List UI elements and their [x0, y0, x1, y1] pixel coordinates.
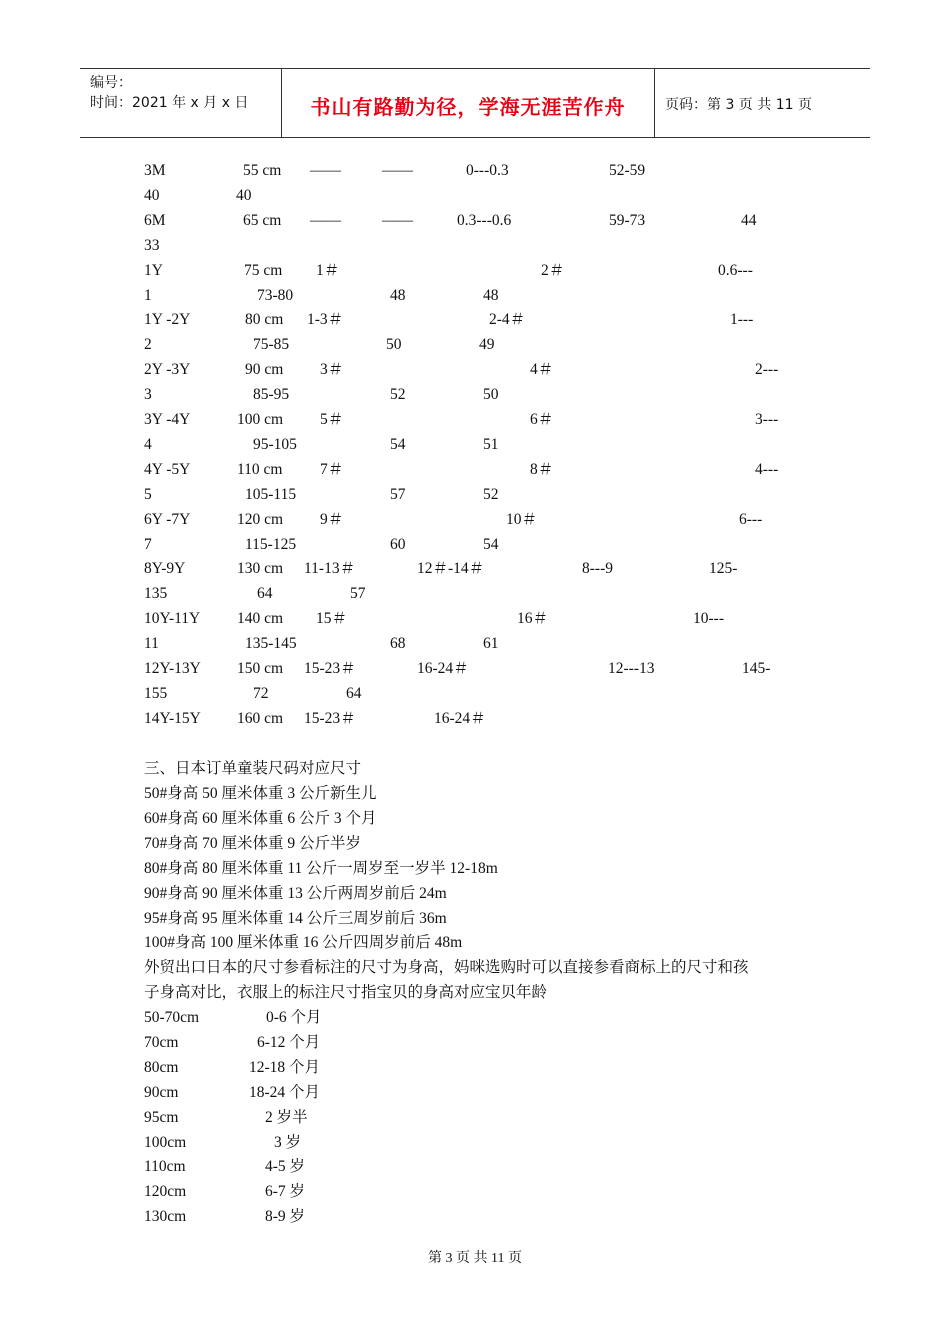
table-cell: 4＃ — [530, 361, 554, 379]
header-motto-cell — [282, 69, 655, 137]
table-cell: 75 cm — [244, 261, 283, 279]
table-cell: 52 — [483, 485, 499, 503]
page-header — [80, 68, 870, 138]
table-cell: 7＃ — [320, 460, 344, 478]
age-value: 12-18 个月 — [249, 1058, 321, 1076]
table-cell: 3＃ — [320, 361, 344, 379]
height-value: 130cm — [144, 1208, 187, 1226]
table-cell: 0---0.3 — [466, 162, 509, 179]
table-cell: 7 — [144, 535, 152, 553]
age-value: 4-5 岁 — [265, 1158, 306, 1176]
age-value: 6-7 岁 — [265, 1183, 306, 1201]
table-cell: 2-4＃ — [489, 311, 526, 329]
table-cell: 1--- — [730, 311, 754, 329]
table-cell: 1＃ — [316, 261, 340, 279]
table-cell: 15-23＃ — [304, 709, 356, 727]
description-line: 70#身高 70 厘米体重 9 公斤半岁 — [144, 834, 362, 852]
table-cell: —— — [382, 211, 413, 229]
table-cell: 120 cm — [237, 510, 284, 528]
height-value: 100cm — [144, 1133, 187, 1151]
table-cell: 115-125 — [245, 535, 297, 553]
table-cell: 51 — [483, 435, 499, 453]
table-cell: 64 — [346, 684, 362, 702]
table-cell: 50 — [483, 386, 499, 404]
table-cell: 72 — [253, 684, 269, 702]
table-cell: 0.6--- — [718, 261, 753, 279]
age-value: 0-6 个月 — [266, 1009, 322, 1026]
table-cell: 8＃ — [530, 460, 554, 478]
section-title: 三、日本订单童装尺码对应尺寸 — [144, 760, 362, 777]
height-value: 120cm — [144, 1183, 187, 1201]
table-cell: 4--- — [755, 460, 779, 478]
table-cell: 135 — [144, 585, 168, 603]
header-page-number: 页码：第 3 页 共 11 页 — [665, 97, 812, 113]
table-cell: 135-145 — [245, 635, 297, 653]
table-cell: 5＃ — [320, 411, 344, 428]
table-cell: 16-24＃ — [417, 660, 469, 677]
table-cell: 54 — [483, 535, 499, 553]
header-info-cell — [80, 69, 282, 137]
height-value: 80cm — [144, 1058, 179, 1076]
description-line: 60#身高 60 厘米体重 6 公斤 3 个月 — [144, 809, 377, 827]
table-cell: 5 — [144, 485, 152, 503]
table-cell: 73-80 — [257, 286, 294, 304]
table-cell: 44 — [741, 211, 757, 229]
table-cell: 33 — [144, 236, 160, 254]
table-cell: 65 cm — [243, 211, 282, 229]
table-cell: 57 — [390, 485, 406, 503]
table-cell: 0.3---0.6 — [457, 211, 512, 229]
table-cell: 8---9 — [582, 560, 613, 578]
header-page-cell — [655, 69, 870, 137]
table-cell: 130 cm — [237, 560, 284, 578]
table-cell: 12＃-14＃ — [417, 560, 485, 578]
age-value: 6-12 个月 — [257, 1033, 321, 1051]
table-cell: 16-24＃ — [434, 709, 486, 727]
table-cell: 57 — [350, 585, 366, 603]
table-cell: 2Y -3Y — [144, 361, 191, 379]
table-cell: 1Y -2Y — [144, 311, 191, 329]
table-cell: 11-13＃ — [304, 560, 356, 578]
table-cell: 40 — [236, 186, 252, 204]
table-cell: 3 — [144, 386, 152, 404]
description-line: 90#身高 90 厘米体重 13 公斤两周岁前后 24m — [144, 884, 447, 902]
table-cell: 60 — [390, 535, 406, 553]
table-cell: 145- — [742, 660, 771, 677]
table-cell: 100 cm — [237, 411, 284, 428]
table-cell: 61 — [483, 635, 499, 653]
table-cell: 14Y-15Y — [144, 709, 201, 727]
table-cell: 54 — [390, 435, 406, 453]
table-cell: 75-85 — [253, 336, 290, 354]
table-cell: 8Y-9Y — [144, 560, 186, 578]
description-line: 95#身高 95 厘米体重 14 公斤三周岁前后 36m — [144, 909, 447, 927]
age-value: 3 岁 — [274, 1133, 302, 1151]
table-cell: 4Y -5Y — [144, 460, 191, 478]
height-value: 70cm — [144, 1033, 179, 1051]
table-cell: 11 — [144, 635, 159, 653]
table-cell: 80 cm — [245, 311, 284, 329]
table-cell: —— — [310, 211, 341, 229]
document-number-label: 编号： — [90, 75, 132, 91]
table-cell: 52 — [390, 386, 406, 404]
table-cell: 10--- — [693, 610, 724, 628]
table-cell: 155 — [144, 684, 168, 702]
table-cell: 10Y-11Y — [144, 610, 201, 628]
description-line: 100#身高 100 厘米体重 16 公斤四周岁前后 48m — [144, 934, 463, 952]
table-cell: 12---13 — [608, 660, 655, 677]
table-cell: 2--- — [755, 361, 779, 379]
age-value: 18-24 个月 — [249, 1083, 321, 1101]
table-cell: 50 — [386, 336, 402, 354]
table-cell: 160 cm — [237, 709, 284, 727]
table-cell: 140 cm — [237, 610, 284, 628]
description-line: 外贸出口日本的尺寸参看标注的尺寸为身高，妈咪选购时可以直接参看商标上的尺寸和孩 — [144, 959, 749, 977]
table-cell: 3Y -4Y — [144, 411, 191, 428]
table-cell: 6M — [144, 211, 166, 229]
age-value: 2 岁半 — [265, 1108, 308, 1126]
table-cell: 150 cm — [237, 660, 284, 677]
table-cell: 48 — [390, 286, 406, 304]
table-cell: 4 — [144, 435, 152, 453]
description-line: 80#身高 80 厘米体重 11 公斤一周岁至一岁半 12-18m — [144, 859, 498, 877]
document-date-label: 时间：2021 年 x 月 x 日 — [90, 95, 249, 111]
table-cell: 6Y -7Y — [144, 510, 191, 528]
table-cell: 16＃ — [517, 610, 549, 628]
table-cell: 85-95 — [253, 386, 290, 404]
table-cell: 48 — [483, 286, 499, 304]
description-line: 50#身高 50 厘米体重 3 公斤新生儿 — [144, 785, 377, 802]
age-value: 8-9 岁 — [265, 1208, 306, 1226]
header-motto: 书山有路勤为径，学海无涯苦作舟 — [310, 95, 626, 119]
table-cell: 15-23＃ — [304, 660, 356, 677]
table-cell: 12Y-13Y — [144, 660, 201, 677]
description-line: 子身高对比，衣服上的标注尺寸指宝贝的身高对应宝贝年龄 — [144, 984, 548, 1002]
table-cell: —— — [310, 162, 341, 179]
table-cell: 95-105 — [253, 435, 297, 453]
height-value: 95cm — [144, 1108, 179, 1126]
table-cell: 105-115 — [245, 485, 297, 503]
table-cell: 2＃ — [541, 261, 565, 279]
page-footer: 第 3 页 共 11 页 — [428, 1251, 522, 1266]
table-cell: 64 — [257, 585, 273, 603]
table-cell: 15＃ — [316, 610, 348, 628]
height-value: 50-70cm — [144, 1009, 200, 1026]
table-cell: 90 cm — [245, 361, 284, 379]
table-cell: 59-73 — [609, 211, 646, 229]
table-cell: —— — [382, 162, 413, 179]
table-cell: 55 cm — [243, 162, 282, 179]
height-value: 90cm — [144, 1083, 179, 1101]
table-cell: 40 — [144, 186, 160, 204]
table-cell: 52-59 — [609, 162, 646, 179]
table-cell: 10＃ — [506, 510, 538, 528]
table-cell: 125- — [709, 560, 738, 578]
table-cell: 68 — [390, 635, 406, 653]
table-cell: 6＃ — [530, 411, 554, 428]
table-cell: 49 — [479, 336, 495, 354]
table-cell: 2 — [144, 336, 152, 354]
table-cell: 110 cm — [237, 460, 283, 478]
table-cell: 1 — [144, 286, 152, 304]
table-cell: 3--- — [755, 411, 779, 428]
table-cell: 9＃ — [320, 510, 344, 528]
table-cell: 3M — [144, 162, 166, 179]
table-cell: 6--- — [739, 510, 763, 528]
table-cell: 1-3＃ — [307, 311, 344, 329]
table-cell: 1Y — [144, 261, 163, 279]
height-value: 110cm — [144, 1158, 186, 1176]
